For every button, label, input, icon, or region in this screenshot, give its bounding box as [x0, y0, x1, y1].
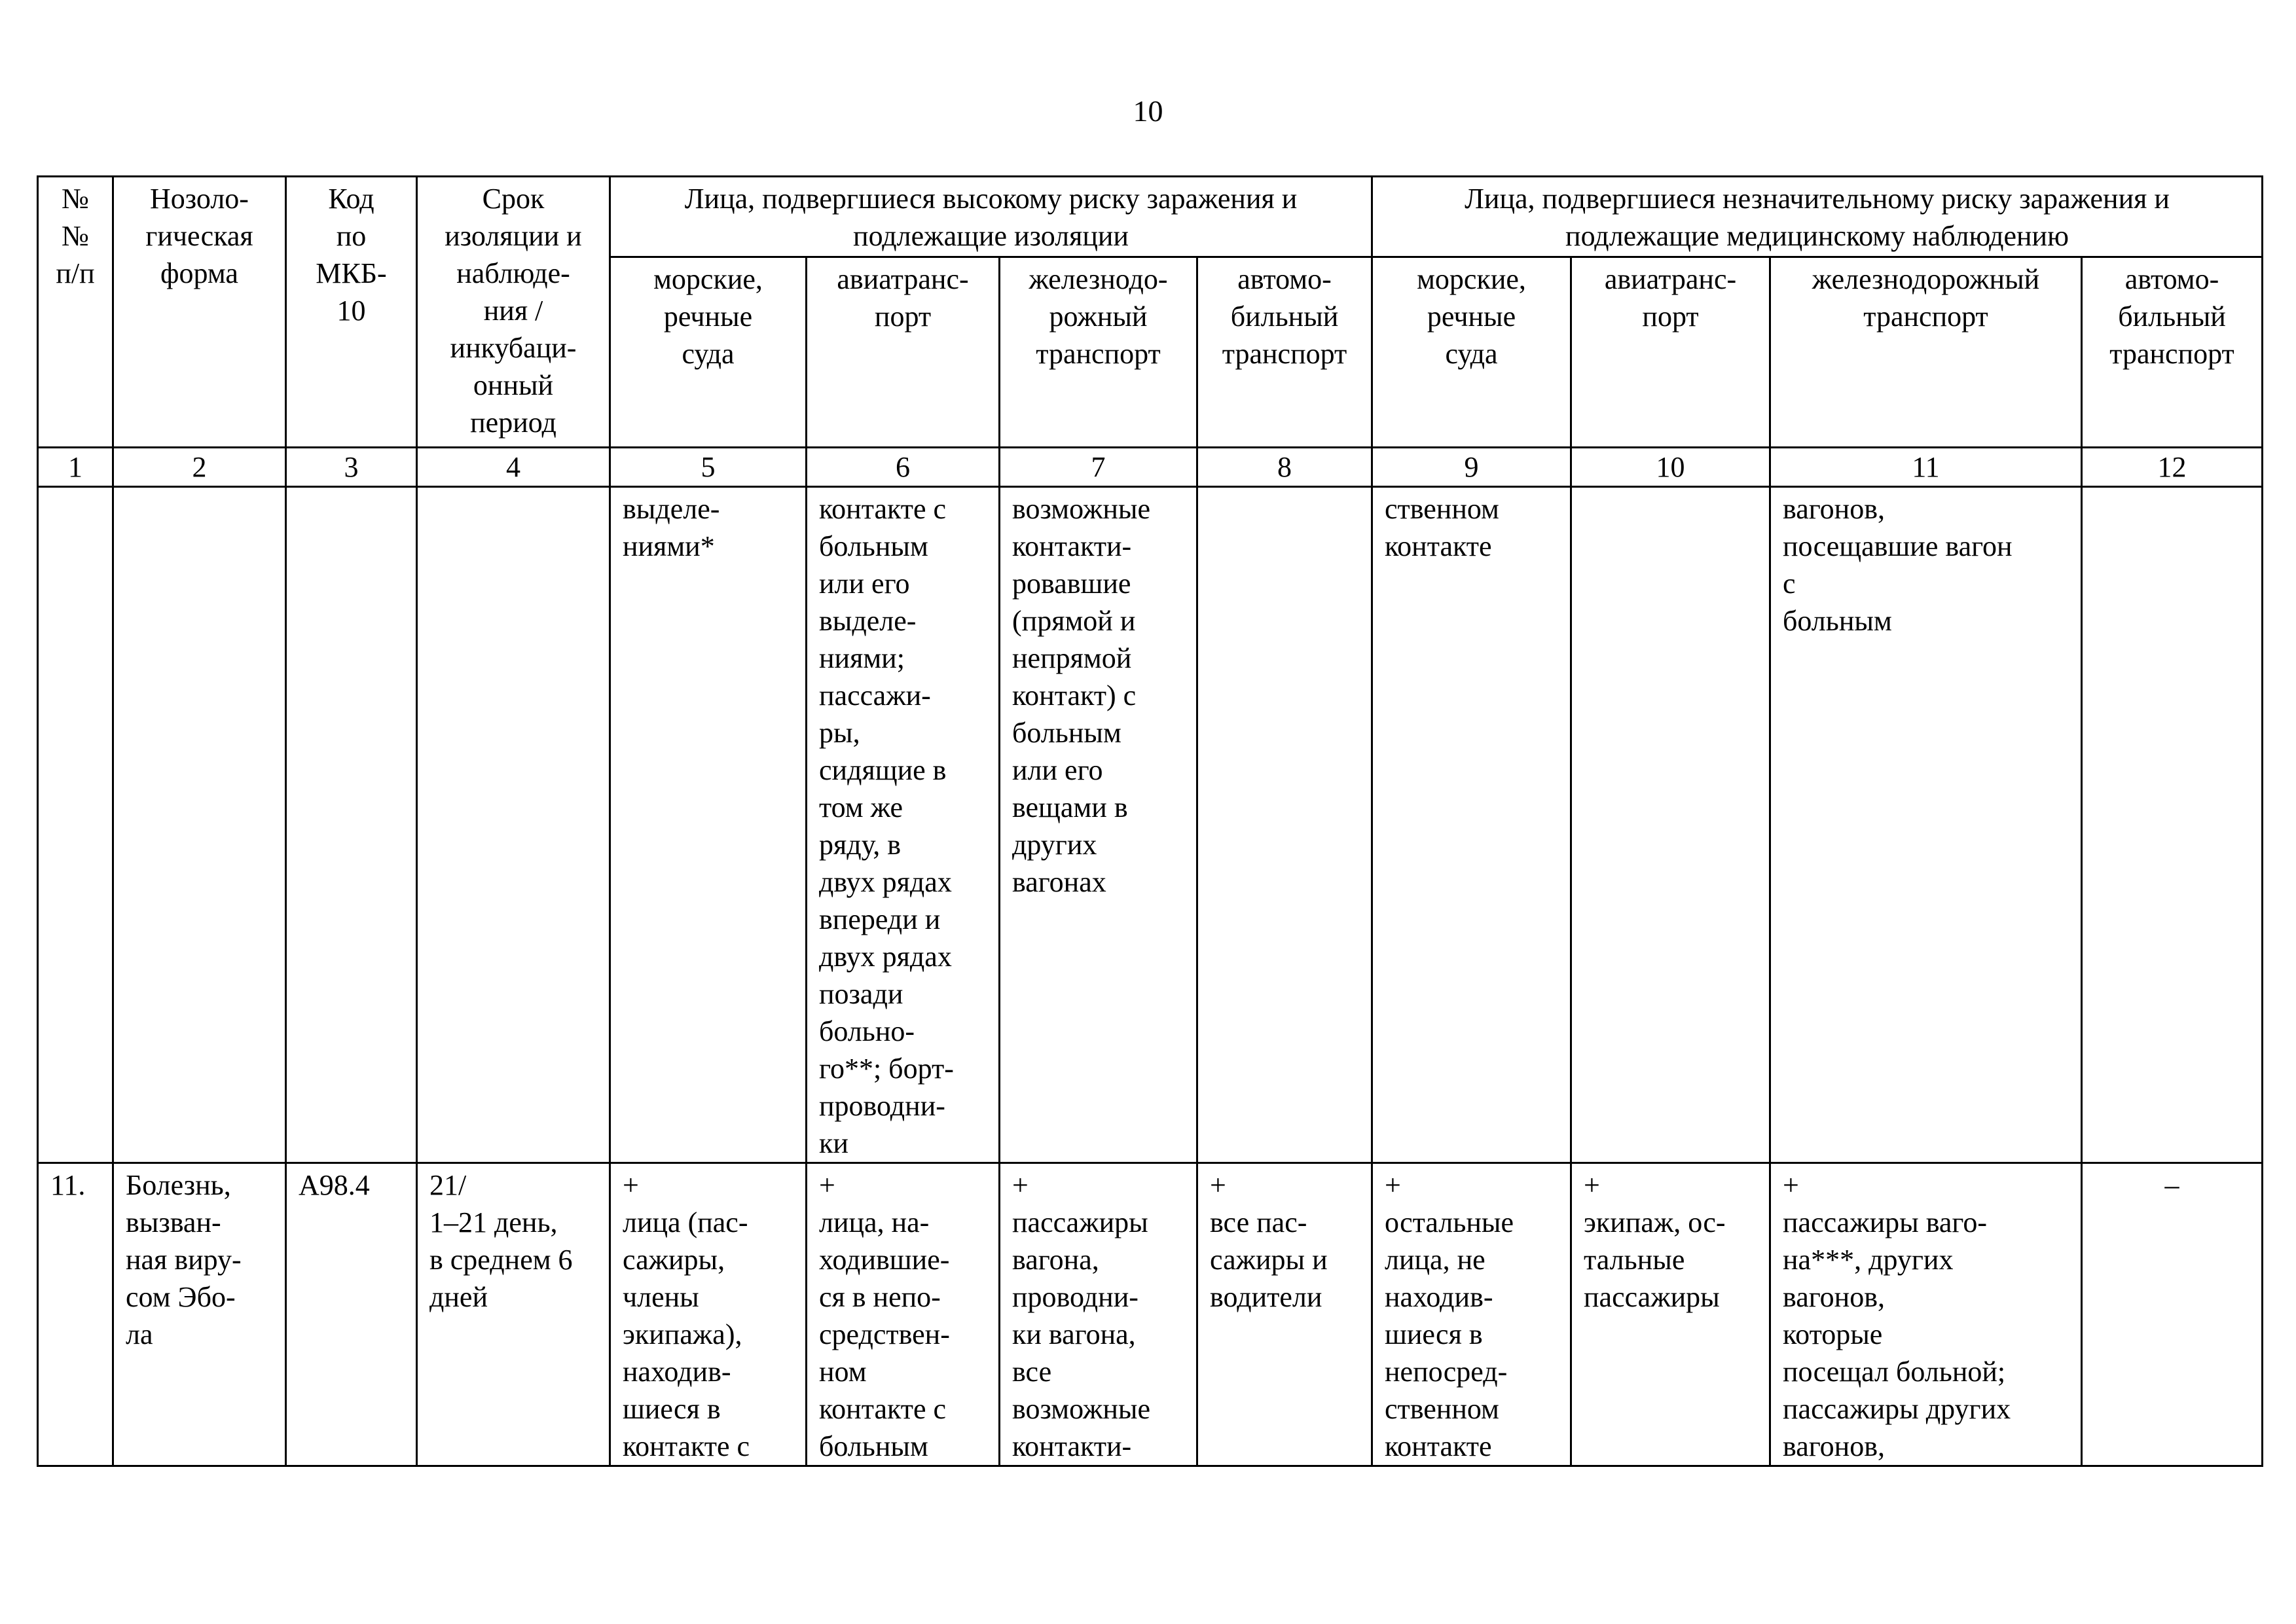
table-cell [113, 487, 286, 1163]
column-number-cell: 6 [807, 448, 1000, 487]
table-cell [1197, 487, 1372, 1163]
table-row [38, 1163, 2263, 1466]
header-num-cell: № № п/п [38, 177, 113, 448]
column-number-cell: 5 [610, 448, 807, 487]
column-number-cell: 8 [1197, 448, 1372, 487]
table-cell: ственном контакте [1372, 487, 1571, 1163]
table-cell: А98.4 [286, 1163, 417, 1466]
column-number-cell: 1 [38, 448, 113, 487]
table-cell: + остальные лица, не находив- шиеся в непосред- ственном контакте [1372, 1163, 1571, 1466]
header-high-rail-cell: железнодо- рожный транспорт [1000, 257, 1197, 448]
table-cell: 11. [38, 1163, 113, 1466]
table-cell: + лица, на- ходившие- ся в непо- средствен- ном контакте с больным [807, 1163, 1000, 1466]
column-number-cell: 4 [417, 448, 610, 487]
table-cell [1571, 487, 1770, 1163]
table-cell: возможные контакти- ровавшие (прямой и непрямой контакт) с больным или его вещами в других вагонах [1000, 487, 1197, 1163]
header-high-air-cell: авиатранс- порт [807, 257, 1000, 448]
table-cell [417, 487, 610, 1163]
column-number-cell: 7 [1000, 448, 1197, 487]
header-code-cell: Код по МКБ- 10 [286, 177, 417, 448]
table-cell: Болезнь, вызван- ная виру- сом Эбо- ла [113, 1163, 286, 1466]
table-cell [2082, 487, 2263, 1163]
table-cell [286, 487, 417, 1163]
header-period-cell: Срок изоляции и наблюде- ния / инкубаци- онный период [417, 177, 610, 448]
table-cell: контакте с больным или его выделе- ниями; пассажи- ры, сидящие в том же ряду, в двух рядах впереди и двух рядах позади больно- го**; борт- проводни- ки [807, 487, 1000, 1163]
header-low-road-cell: автомо- бильный транспорт [2082, 257, 2263, 448]
header-row-top [38, 177, 2263, 257]
column-number-cell: 9 [1372, 448, 1571, 487]
table-cell: + пассажиры ваго- на***, других вагонов, которые посещал больной; пассажиры других вагонов, [1770, 1163, 2082, 1466]
column-number-row [38, 448, 2263, 487]
header-low-sea-cell: морские, речные суда [1372, 257, 1571, 448]
column-number-cell: 2 [113, 448, 286, 487]
table-cell: + экипаж, ос- тальные пассажиры [1571, 1163, 1770, 1466]
page-number: 10 [1133, 94, 1163, 128]
header-form-cell: Нозоло- гическая форма [113, 177, 286, 448]
header-low-air-cell: авиатранс- порт [1571, 257, 1770, 448]
column-number-cell: 10 [1571, 448, 1770, 487]
column-number-cell: 3 [286, 448, 417, 487]
table-row [38, 487, 2263, 1163]
table-cell: + пассажиры вагона, проводни- ки вагона, все возможные контакти- [1000, 1163, 1197, 1466]
table-cell: выделе- ниями* [610, 487, 807, 1163]
table-cell [38, 487, 113, 1163]
table-cell: + все пас- сажиры и водители [1197, 1163, 1372, 1466]
table-cell: – [2082, 1163, 2263, 1466]
header-high-road-cell: автомо- бильный транспорт [1197, 257, 1372, 448]
table-cell: + лица (пас- сажиры, члены экипажа), находив- шиеся в контакте с [610, 1163, 807, 1466]
table-cell: вагонов, посещавшие вагон с больным [1770, 487, 2082, 1163]
column-number-cell: 11 [1770, 448, 2082, 487]
header-low-risk-group: Лица, подвергшиеся незначительному риску заражения и подлежащие медицинскому наблюдению [1372, 177, 2263, 257]
header-high-sea-cell: морские, речные суда [610, 257, 807, 448]
column-number-cell: 12 [2082, 448, 2263, 487]
header-high-risk-group: Лица, подвергшиеся высокому риску заражения и подлежащие изоляции [610, 177, 1372, 257]
header-low-rail-cell: железнодорожный транспорт [1770, 257, 2082, 448]
table-cell: 21/ 1–21 день, в среднем 6 дней [417, 1163, 610, 1466]
isolation-table [37, 175, 2263, 1467]
